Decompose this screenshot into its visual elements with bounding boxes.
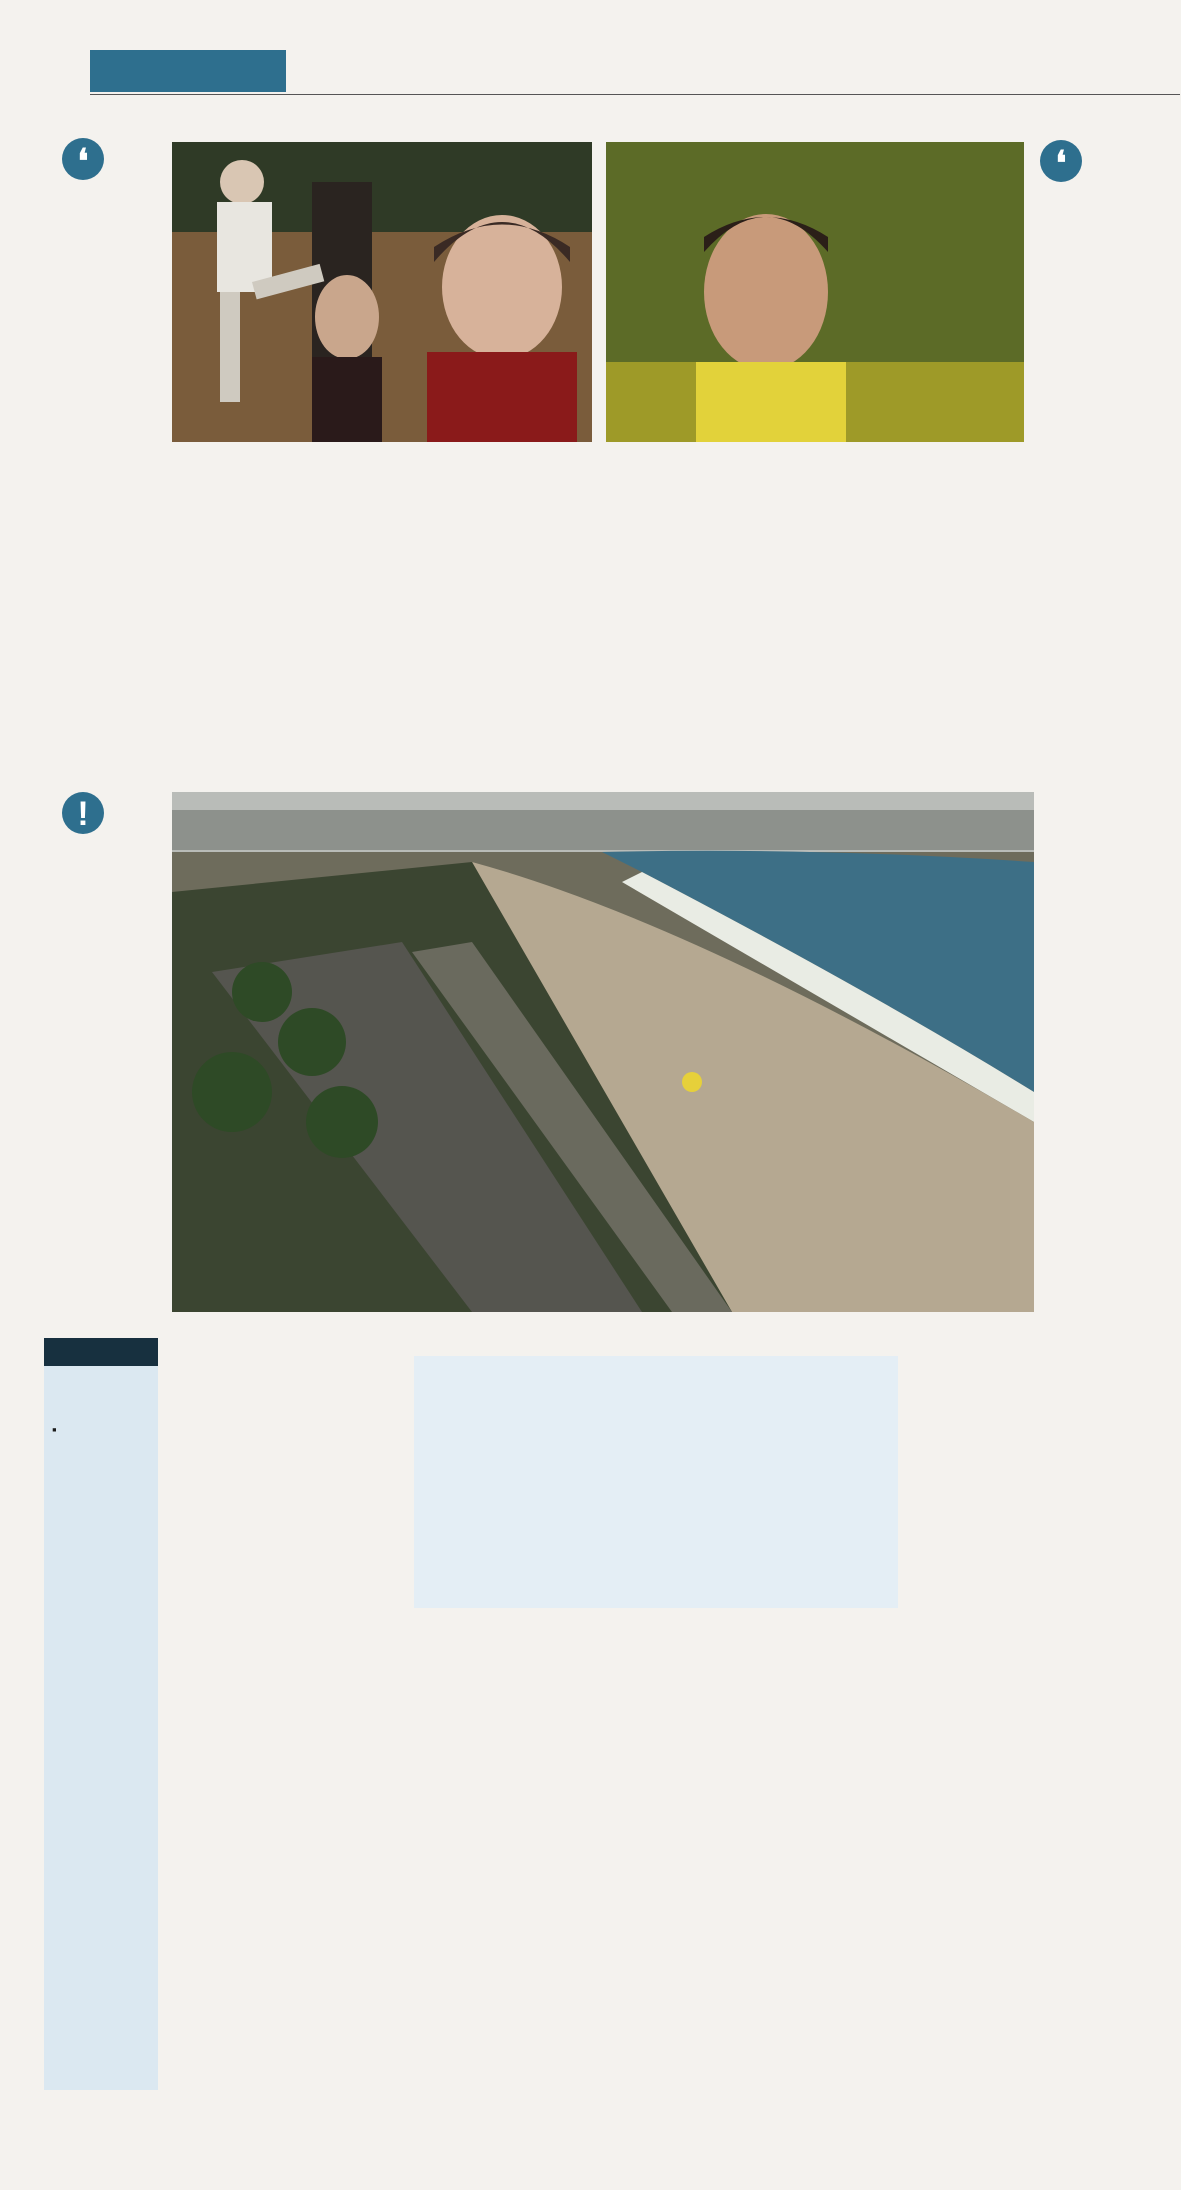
sidebar-peor-la-cura	[414, 1356, 898, 1608]
economy-box-body	[52, 1422, 154, 1438]
economy-box-header-bar	[44, 1338, 158, 1366]
photo-copacabana-march	[172, 792, 1034, 1312]
quote-icon: ❛	[62, 138, 104, 180]
quote-icon: ❛	[1040, 140, 1082, 182]
section-title	[90, 50, 286, 92]
economy-box-p1: ▪	[52, 1422, 57, 1437]
header-rule	[90, 94, 1180, 95]
article-column-4	[910, 520, 1150, 524]
exclamation-icon: !	[62, 792, 104, 834]
photo-aecio-neves	[606, 142, 1024, 442]
photo-dilma-posters	[172, 142, 592, 442]
economy-box	[44, 1338, 158, 2090]
